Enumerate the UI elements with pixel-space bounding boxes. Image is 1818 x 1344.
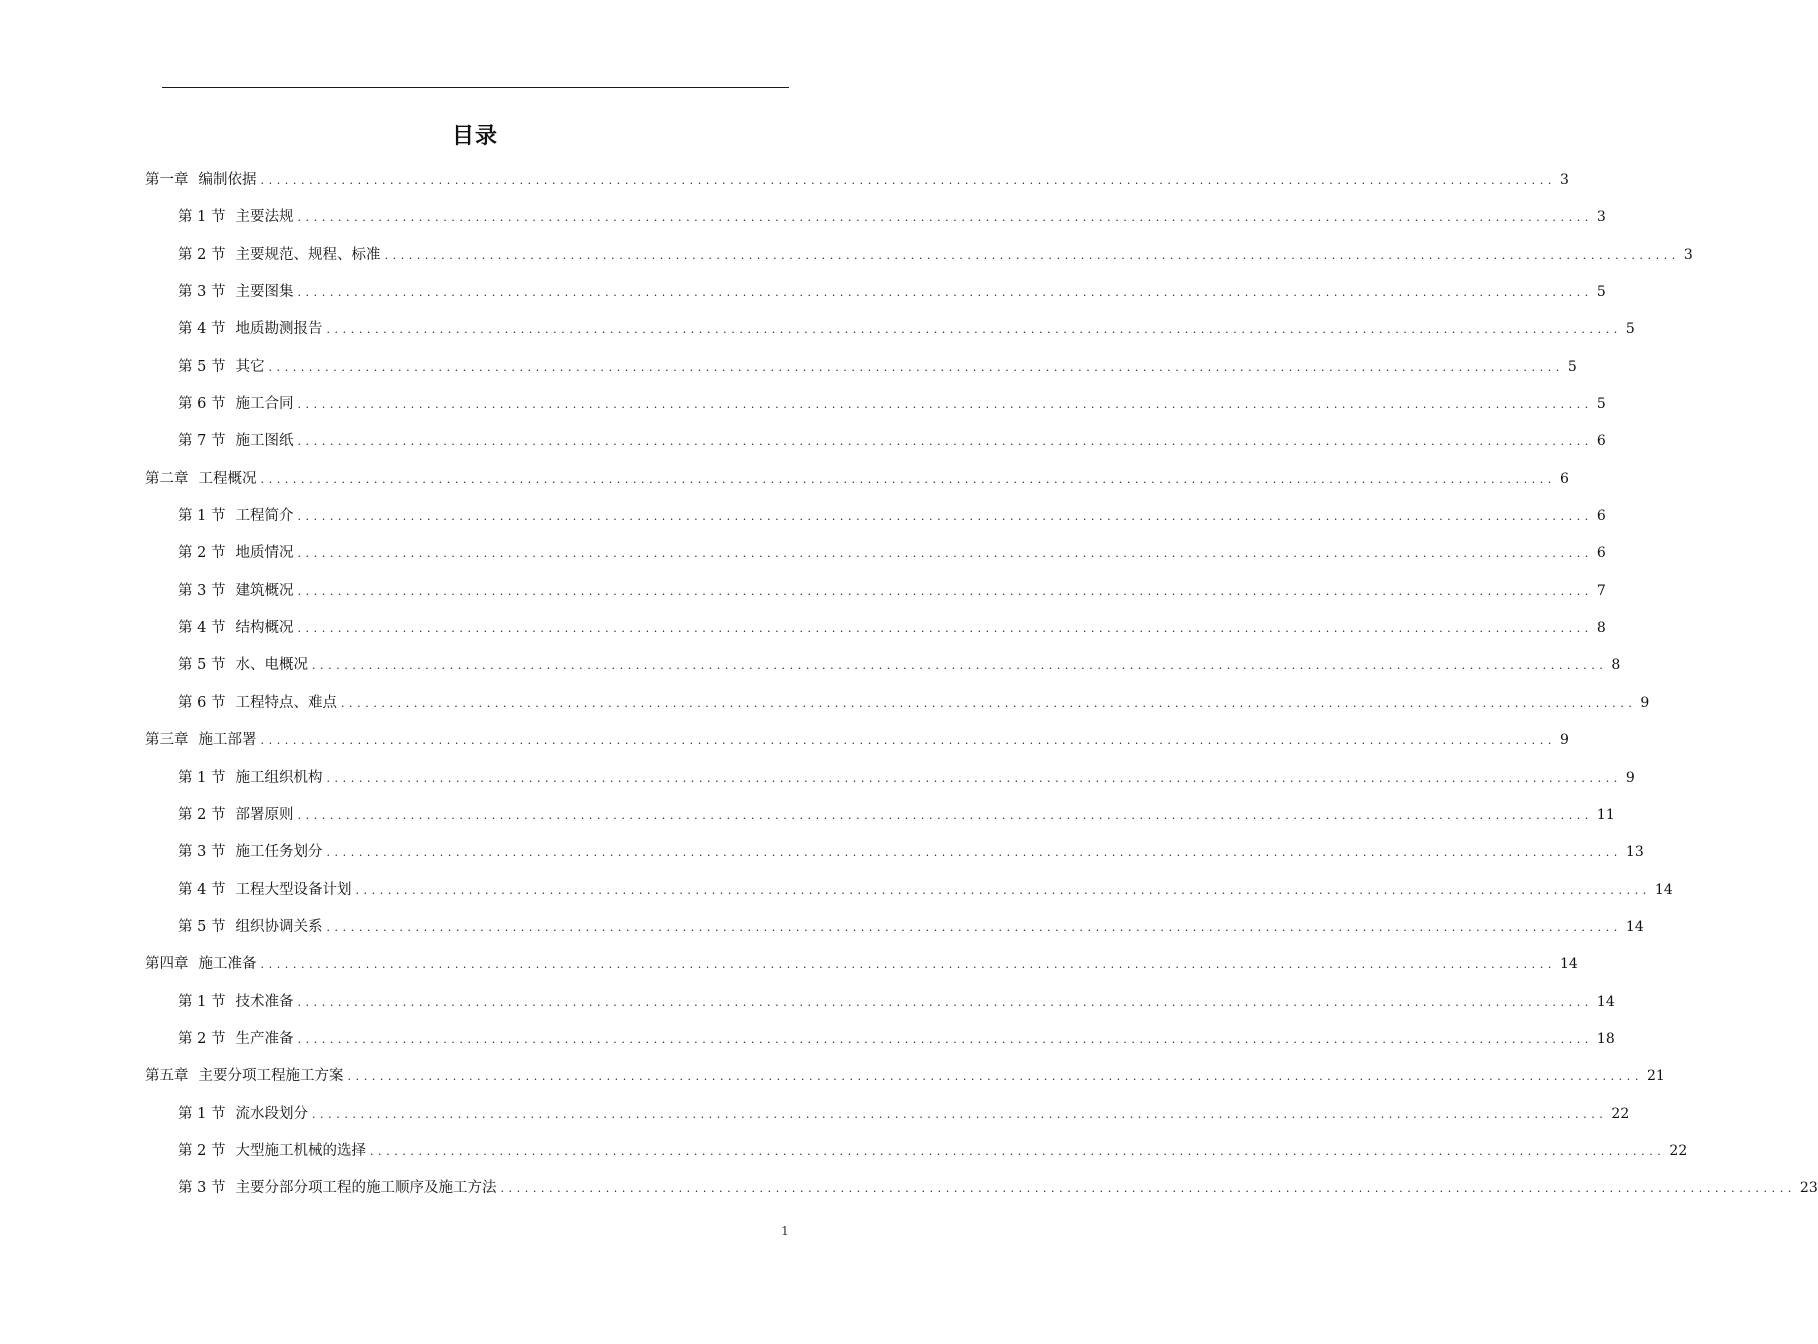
toc-entry-title: 主要分项工程施工方案 xyxy=(198,1068,344,1085)
toc-entry-label xyxy=(178,199,297,236)
toc-chapter-entry[interactable] xyxy=(145,461,1569,498)
toc-entry-label xyxy=(145,461,261,498)
toc-entry-number: 第 5 节 xyxy=(178,657,226,674)
toc-entry-title: 施工准备 xyxy=(198,956,257,973)
toc-entry-page: 7 xyxy=(1596,582,1606,599)
toc-entry-page: 6 xyxy=(1596,545,1606,562)
toc-dot-leader: ................................................................................................................................................................ xyxy=(340,696,1637,710)
toc-section-entry[interactable] xyxy=(145,535,1606,572)
toc-section-entry[interactable] xyxy=(145,1133,1688,1170)
toc-entry-number: 第 2 节 xyxy=(178,1030,226,1047)
toc-entry-label xyxy=(178,984,297,1021)
toc-entry-page: 9 xyxy=(1625,769,1635,786)
toc-entry-number: 第 3 节 xyxy=(178,844,226,861)
toc-section-entry[interactable] xyxy=(145,1096,1630,1133)
toc-entry-title: 技术准备 xyxy=(235,993,294,1010)
toc-entry-title: 编制依据 xyxy=(198,172,257,188)
toc-entry-label xyxy=(178,386,297,423)
toc-entry-title: 主要规范、规程、标准 xyxy=(235,246,381,263)
toc-dot-leader: ................................................................................................................................................................ xyxy=(355,883,1651,897)
toc-entry-label xyxy=(178,1170,500,1207)
toc-entry-label xyxy=(178,1133,370,1170)
toc-entry-page: 6 xyxy=(1559,470,1569,487)
toc-dot-leader: ................................................................................................................................................................ xyxy=(297,547,1593,561)
toc-entry-title: 施工部署 xyxy=(198,732,257,749)
toc-section-entry[interactable] xyxy=(145,647,1621,684)
toc-entry-label xyxy=(178,237,384,274)
toc-entry-number: 第 1 节 xyxy=(178,508,226,525)
toc-entry-title: 工程简介 xyxy=(235,508,294,525)
toc-entry-title: 施工合同 xyxy=(235,396,294,413)
toc-entry-title: 主要图集 xyxy=(235,284,294,301)
toc-dot-leader: ................................................................................................................................................................ xyxy=(326,323,1622,337)
toc-entry-title: 地质勘测报告 xyxy=(235,321,323,338)
toc-entry-page: 11 xyxy=(1596,806,1615,823)
toc-section-entry[interactable] xyxy=(145,573,1606,610)
toc-entry-label xyxy=(178,498,297,535)
toc-dot-leader: ................................................................................................................................................................ xyxy=(297,435,1593,449)
toc-entry-number: 第四章 xyxy=(145,956,189,973)
toc-dot-leader: ................................................................................................................................................................ xyxy=(260,734,1556,748)
toc-entry-page: 9 xyxy=(1640,694,1650,711)
toc-entry-title: 流水段划分 xyxy=(235,1105,308,1122)
toc-section-entry[interactable] xyxy=(145,349,1577,386)
toc-section-entry[interactable] xyxy=(145,610,1606,647)
toc-section-entry[interactable] xyxy=(145,685,1650,722)
toc-section-entry[interactable] xyxy=(145,498,1606,535)
toc-entry-title: 工程大型设备计划 xyxy=(235,881,352,898)
toc-entry-title: 施工任务划分 xyxy=(235,844,323,861)
toc-section-entry[interactable] xyxy=(145,984,1615,1021)
toc-section-entry[interactable] xyxy=(145,237,1693,274)
toc-entry-label xyxy=(145,162,261,199)
toc-dot-leader: ................................................................................................................................................................ xyxy=(500,1182,1796,1196)
toc-entry-title: 其它 xyxy=(235,358,265,375)
toc-entry-page: 22 xyxy=(1669,1142,1688,1159)
toc-dot-leader: ................................................................................................................................................................ xyxy=(326,771,1622,785)
toc-entry-number: 第 2 节 xyxy=(178,1142,226,1159)
toc-entry-number: 第三章 xyxy=(145,732,189,749)
toc-dot-leader: ................................................................................................................................................................ xyxy=(384,248,1680,262)
toc-entry-number: 第 3 节 xyxy=(178,1180,226,1197)
toc-entry-title: 施工图纸 xyxy=(235,433,294,450)
toc-section-entry[interactable] xyxy=(145,872,1673,909)
toc-dot-leader: ................................................................................................................................................................ xyxy=(297,584,1593,598)
toc-entry-number: 第 1 节 xyxy=(178,1105,226,1122)
toc-entry-label xyxy=(178,535,297,572)
toc-entry-title: 主要法规 xyxy=(235,209,294,226)
toc-entry-label xyxy=(178,797,297,834)
toc-entry-page: 5 xyxy=(1596,396,1606,413)
toc-dot-leader: ................................................................................................................................................................ xyxy=(297,995,1593,1009)
toc-entry-label xyxy=(178,760,326,797)
toc-entry-label xyxy=(178,647,312,684)
toc-entry-number: 第 4 节 xyxy=(178,321,226,338)
toc-dot-leader: ................................................................................................................................................................ xyxy=(311,1107,1608,1121)
toc-entry-label xyxy=(178,685,341,722)
toc-entry-page: 6 xyxy=(1596,433,1606,450)
toc-entry-label xyxy=(178,1096,312,1133)
toc-entry-number: 第二章 xyxy=(145,470,189,487)
toc-section-entry[interactable] xyxy=(145,1170,1818,1207)
toc-entry-label xyxy=(178,872,355,909)
toc-entry-label xyxy=(178,610,297,647)
toc-chapter-entry[interactable] xyxy=(145,946,1578,983)
toc-entry-page: 14 xyxy=(1625,918,1644,935)
toc-dot-leader: ................................................................................................................................................................ xyxy=(297,398,1593,412)
toc-entry-page: 3 xyxy=(1683,246,1693,263)
toc-dot-leader: ................................................................................................................................................................ xyxy=(297,622,1593,636)
toc-entry-number: 第五章 xyxy=(145,1068,189,1085)
toc-dot-leader: ................................................................................................................................................................ xyxy=(369,1144,1666,1158)
toc-entry-number: 第 1 节 xyxy=(178,209,226,226)
toc-entry-title: 工程特点、难点 xyxy=(235,694,337,711)
toc-dot-leader: ................................................................................................................................................................ xyxy=(297,510,1593,524)
toc-entry-number: 第 3 节 xyxy=(178,582,226,599)
toc-entry-title: 建筑概况 xyxy=(235,582,294,599)
table-of-contents xyxy=(145,162,1818,1208)
toc-entry-number: 第一章 xyxy=(145,172,189,188)
toc-chapter-entry[interactable] xyxy=(145,1058,1665,1095)
toc-entry-page: 5 xyxy=(1596,284,1606,301)
toc-entry-number: 第 6 节 xyxy=(178,396,226,413)
page-number: 1 xyxy=(781,1224,789,1238)
toc-entry-label xyxy=(145,1058,348,1095)
toc-entry-label xyxy=(178,349,268,386)
toc-entry-label xyxy=(178,274,297,311)
toc-entry-label xyxy=(145,946,261,983)
toc-entry-title: 水、电概况 xyxy=(235,657,308,674)
toc-entry-page: 14 xyxy=(1596,993,1615,1010)
toc-section-entry[interactable] xyxy=(145,311,1635,348)
toc-entry-title: 地质情况 xyxy=(235,545,294,562)
toc-entry-title: 结构概况 xyxy=(235,620,294,637)
toc-entry-title: 主要分部分项工程的施工顺序及施工方法 xyxy=(235,1180,497,1197)
toc-entry-page: 23 xyxy=(1799,1180,1818,1197)
toc-entry-page: 22 xyxy=(1611,1105,1630,1122)
toc-entry-page: 18 xyxy=(1596,1030,1615,1047)
toc-entry-number: 第 4 节 xyxy=(178,620,226,637)
toc-entry-title: 大型施工机械的选择 xyxy=(235,1142,366,1159)
toc-title: 目录 xyxy=(451,123,498,149)
toc-dot-leader: ................................................................................................................................................................ xyxy=(326,846,1622,860)
toc-section-entry[interactable] xyxy=(145,423,1606,460)
toc-entry-page: 8 xyxy=(1596,620,1606,637)
toc-entry-label xyxy=(178,311,326,348)
toc-section-entry[interactable] xyxy=(145,834,1644,871)
toc-entry-label xyxy=(178,909,326,946)
toc-dot-leader: ................................................................................................................................................................ xyxy=(297,808,1593,822)
toc-entry-number: 第 2 节 xyxy=(178,806,226,823)
toc-entry-page: 3 xyxy=(1559,172,1569,188)
toc-entry-label xyxy=(178,1021,297,1058)
toc-dot-leader: ................................................................................................................................................................ xyxy=(297,1032,1593,1046)
toc-entry-page: 14 xyxy=(1654,881,1673,898)
toc-entry-title: 工程概况 xyxy=(198,470,257,487)
toc-entry-page: 8 xyxy=(1611,657,1621,674)
toc-dot-leader: ................................................................................................................................................................ xyxy=(311,659,1608,673)
toc-entry-page: 21 xyxy=(1646,1068,1665,1085)
toc-entry-page: 13 xyxy=(1625,844,1644,861)
toc-section-entry[interactable] xyxy=(145,1021,1615,1058)
toc-dot-leader: ................................................................................................................................................................ xyxy=(260,958,1556,972)
toc-entry-number: 第 1 节 xyxy=(178,769,226,786)
toc-entry-page: 14 xyxy=(1559,956,1578,973)
toc-section-entry[interactable] xyxy=(145,909,1644,946)
header-rule xyxy=(162,87,789,88)
toc-entry-title: 部署原则 xyxy=(235,806,294,823)
toc-chapter-entry[interactable] xyxy=(145,722,1569,759)
toc-entry-number: 第 5 节 xyxy=(178,358,226,375)
toc-section-entry[interactable] xyxy=(145,797,1615,834)
toc-entry-number: 第 3 节 xyxy=(178,284,226,301)
toc-entry-page: 5 xyxy=(1625,321,1635,338)
toc-entry-label xyxy=(178,834,326,871)
toc-entry-title: 生产准备 xyxy=(235,1030,294,1047)
toc-entry-number: 第 4 节 xyxy=(178,881,226,898)
toc-entry-page: 5 xyxy=(1567,358,1577,375)
toc-entry-label xyxy=(178,423,297,460)
toc-entry-number: 第 1 节 xyxy=(178,993,226,1010)
toc-entry-page: 6 xyxy=(1596,508,1606,525)
toc-section-entry[interactable] xyxy=(145,760,1635,797)
toc-entry-number: 第 7 节 xyxy=(178,433,226,450)
toc-entry-number: 第 2 节 xyxy=(178,246,226,263)
toc-entry-number: 第 5 节 xyxy=(178,918,226,935)
toc-section-entry[interactable] xyxy=(145,274,1606,311)
toc-entry-title: 组织协调关系 xyxy=(235,918,323,935)
toc-entry-label xyxy=(178,573,297,610)
toc-dot-leader: ................................................................................................................................................................ xyxy=(260,472,1556,486)
toc-entry-page: 9 xyxy=(1559,732,1569,749)
toc-section-entry[interactable] xyxy=(145,386,1606,423)
toc-entry-number: 第 6 节 xyxy=(178,694,226,711)
toc-dot-leader: ................................................................................................................................................................ xyxy=(297,211,1593,225)
toc-entry-title: 施工组织机构 xyxy=(235,769,323,786)
toc-entry-label xyxy=(145,722,261,759)
toc-entry-number: 第 2 节 xyxy=(178,545,226,562)
toc-dot-leader: ................................................................................................................................................................ xyxy=(347,1070,1643,1084)
toc-dot-leader: ................................................................................................................................................................ xyxy=(297,286,1593,300)
toc-entry-page: 3 xyxy=(1596,209,1606,226)
toc-dot-leader: ................................................................................................................................................................ xyxy=(268,360,1564,374)
toc-section-entry[interactable] xyxy=(145,199,1606,236)
toc-chapter-entry[interactable] xyxy=(145,162,1569,199)
toc-dot-leader: ................................................................................................................................................................ xyxy=(326,920,1622,934)
toc-dot-leader: ................................................................................................................................................................ xyxy=(260,174,1556,187)
